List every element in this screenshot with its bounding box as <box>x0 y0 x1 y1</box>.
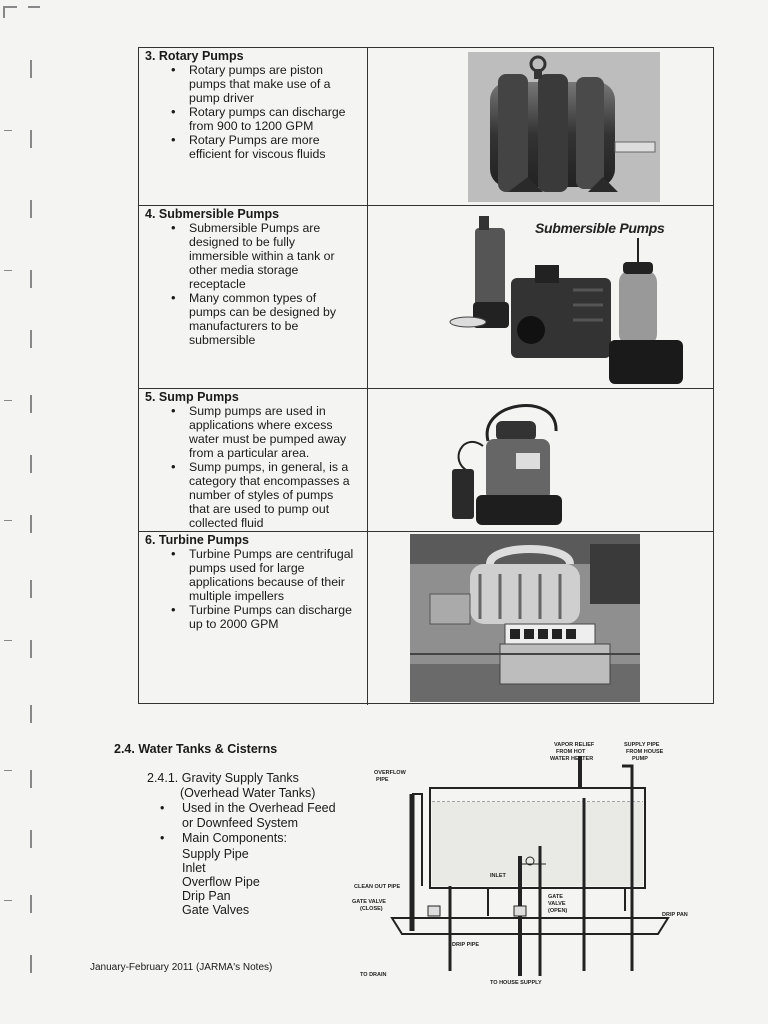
list-item: • Used in the Overhead Feed or Downfeed System <box>160 801 342 831</box>
table-row <box>139 389 713 532</box>
label-overflow: OVERFLOW <box>374 770 406 776</box>
bullet-list <box>145 404 361 530</box>
bullet-list <box>145 547 361 631</box>
list-item: • Turbine Pumps are centrifugal pumps used for large applications because of their multiple impellers <box>145 547 361 603</box>
list-item: • Submersible Pumps are designed to be fully immersible within a tank or other media storage receptacle <box>145 221 361 291</box>
binding-margin <box>0 0 46 1024</box>
list-item: • Sump pumps, in general, is a category that encompasses a number of styles of pumps that are used to pump out collected fluid <box>145 460 361 530</box>
label-gate-valve-closed: GATE VALVE <box>352 899 386 905</box>
list-item: • Turbine Pumps can discharge up to 2000 GPM <box>145 603 361 631</box>
table-row <box>139 206 713 389</box>
label-to-drain: TO DRAIN <box>360 972 387 978</box>
table-row <box>139 532 713 705</box>
turbine-pump-image <box>410 534 640 702</box>
component-item: Supply Pipe <box>182 847 249 861</box>
section-bullets <box>160 801 342 846</box>
label-vapor-relief: VAPOR RELIEF <box>554 742 595 748</box>
label-overflow: PIPE <box>376 777 389 783</box>
label-inlet: INLET <box>490 873 506 879</box>
label-gate-valve-open: (OPEN) <box>548 908 568 914</box>
label-drip-pipe: DRIP PIPE <box>452 942 480 948</box>
label-to-house-supply: TO HOUSE SUPPLY <box>490 980 542 986</box>
component-item: Gate Valves <box>182 903 250 917</box>
table-row <box>139 48 713 206</box>
row-title: 3. Rotary Pumps <box>145 49 244 63</box>
component-item: Drip Pan <box>182 889 231 903</box>
pump-table <box>138 47 714 704</box>
sump-pump-image <box>438 391 578 529</box>
label-supply-pipe: SUPPLY PIPE <box>624 742 660 748</box>
list-item: • Rotary pumps are piston pumps that make use of a pump driver <box>145 63 361 105</box>
label-supply-pipe: FROM HOUSE <box>626 749 664 755</box>
subsection-title: 2.4.1. Gravity Supply Tanks (Overhead Water Tanks) <box>147 771 316 800</box>
label-gate-valve-open: GATE <box>548 894 563 900</box>
label-gate-valve-closed: (CLOSE) <box>360 906 383 912</box>
label-vapor-relief: WATER HEATER <box>550 756 594 762</box>
component-item: Inlet <box>182 861 206 875</box>
submersible-pumps-image <box>423 210 689 386</box>
list-item: • Many common types of pumps can be designed by manufacturers to be submersible <box>145 291 361 347</box>
label-gate-valve-open: VALVE <box>548 901 566 907</box>
list-item: • Rotary pumps can discharge from 900 to 1200 GPM <box>145 105 361 133</box>
row-title: 4. Submersible Pumps <box>145 207 280 221</box>
gravity-tank-diagram <box>350 736 710 996</box>
row-title: 5. Sump Pumps <box>145 390 239 404</box>
label-drip-pan: DRIP PAN <box>662 912 688 918</box>
section-title: 2.4. Water Tanks & Cisterns <box>114 742 278 756</box>
label-supply-pipe: PUMP <box>632 756 648 762</box>
label-vapor-relief: FROM HOT <box>556 749 586 755</box>
list-item: • Rotary Pumps are more efficient for viscous fluids <box>145 133 361 161</box>
rotary-pump-image <box>468 52 660 202</box>
submersible-caption: Submersible Pumps <box>535 220 665 236</box>
list-item: • Sump pumps are used in applications where excess water must be pumped away from a particular area. <box>145 404 361 460</box>
row-title: 6. Turbine Pumps <box>145 533 249 547</box>
list-item: • Main Components: <box>160 831 342 846</box>
label-clean-out: CLEAN OUT PIPE <box>354 884 401 890</box>
page-footer: January-February 2011 (JARMA's Notes) <box>90 962 273 973</box>
component-item: Overflow Pipe <box>182 875 260 889</box>
bullet-list <box>145 221 361 347</box>
bullet-list <box>145 63 361 161</box>
